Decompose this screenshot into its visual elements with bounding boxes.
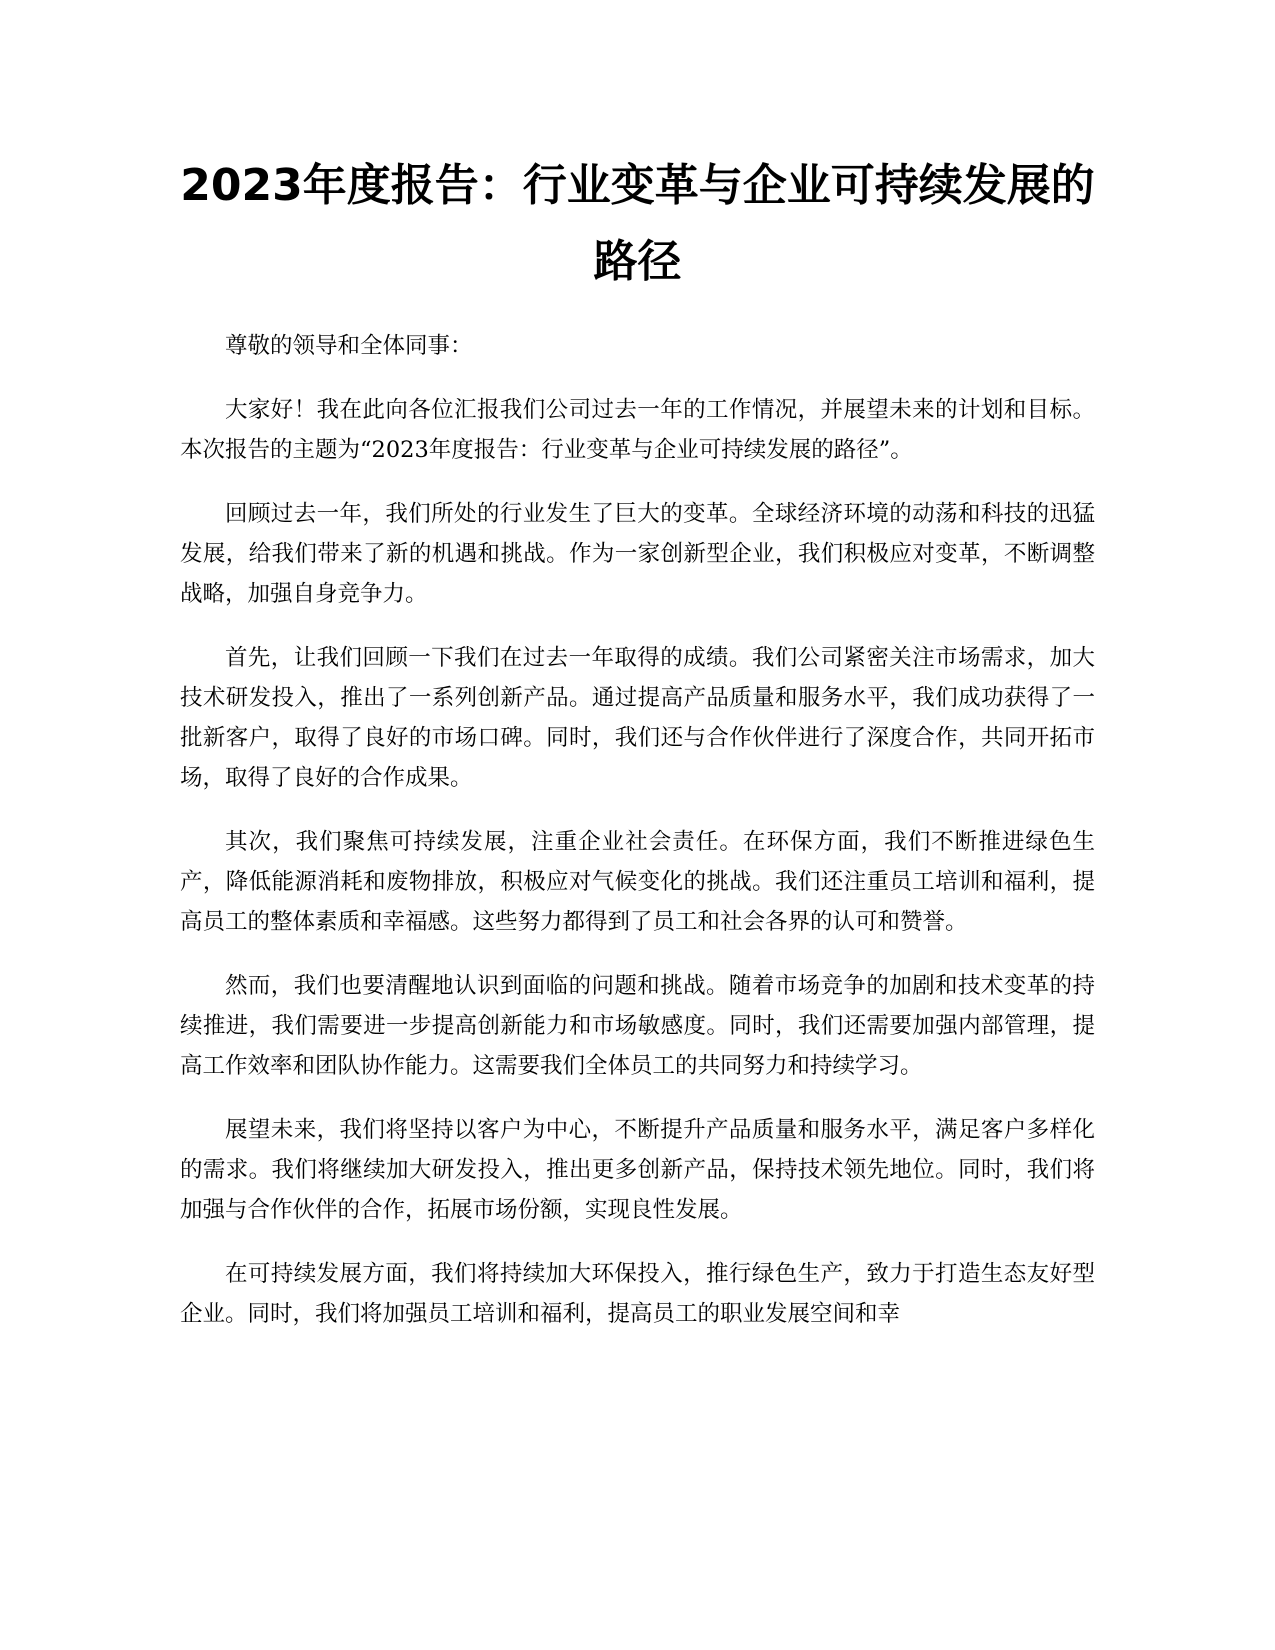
salutation: 尊敬的领导和全体同事： [225,333,473,359]
document-title: 2023年度报告：行业变革与企业可持续发展的路径 [180,160,1095,287]
paragraph-introduction: 大家好！我在此向各位汇报我们公司过去一年的工作情况，并展望未来的计划和目标。本次报告的主题为“2023年度报告：行业变革与企业可持续发展的路径”。 [180,397,1095,463]
paragraph-outlook: 展望未来，我们将坚持以客户为中心，不断提升产品质量和服务水平，满足客户多样化的需求。我们将继续加大研发投入，推出更多创新产品，保持技术领先地位。同时，我们将加强与合作伙伴的合作，拓展市场份额，实现良性发展。 [180,1117,1095,1223]
paragraph-sustainable-plans: 在可持续发展方面，我们将持续加大环保投入，推行绿色生产，致力于打造生态友好型企业。同时，我们将加强员工培训和福利，提高员工的职业发展空间和幸 [180,1261,1095,1327]
paragraph-challenges: 然而，我们也要清醒地认识到面临的问题和挑战。随着市场竞争的加剧和技术变革的持续推进，我们需要进一步提高创新能力和市场敏感度。同时，我们还需要加强内部管理，提高工作效率和团队协作能力。这需要我们全体员工的共同努力和持续学习。 [180,973,1095,1079]
paragraph-review: 回顾过去一年，我们所处的行业发生了巨大的变革。全球经济环境的动荡和科技的迅猛发展，给我们带来了新的机遇和挑战。作为一家创新型企业，我们积极应对变革，不断调整战略，加强自身竞争力。 [180,501,1095,607]
document-body [180,326,1095,1358]
paragraph-sustainability: 其次，我们聚焦可持续发展，注重企业社会责任。在环保方面，我们不断推进绿色生产，降低能源消耗和废物排放，积极应对气候变化的挑战。我们还注重员工培训和福利，提高员工的整体素质和幸福感。这些努力都得到了员工和社会各界的认可和赞誉。 [180,829,1095,935]
paragraph-achievements: 首先，让我们回顾一下我们在过去一年取得的成绩。我们公司紧密关注市场需求，加大技术研发投入，推出了一系列创新产品。通过提高产品质量和服务水平，我们成功获得了一批新客户，取得了良好的市场口碑。同时，我们还与合作伙伴进行了深度合作，共同开拓市场，取得了良好的合作成果。 [180,645,1095,791]
